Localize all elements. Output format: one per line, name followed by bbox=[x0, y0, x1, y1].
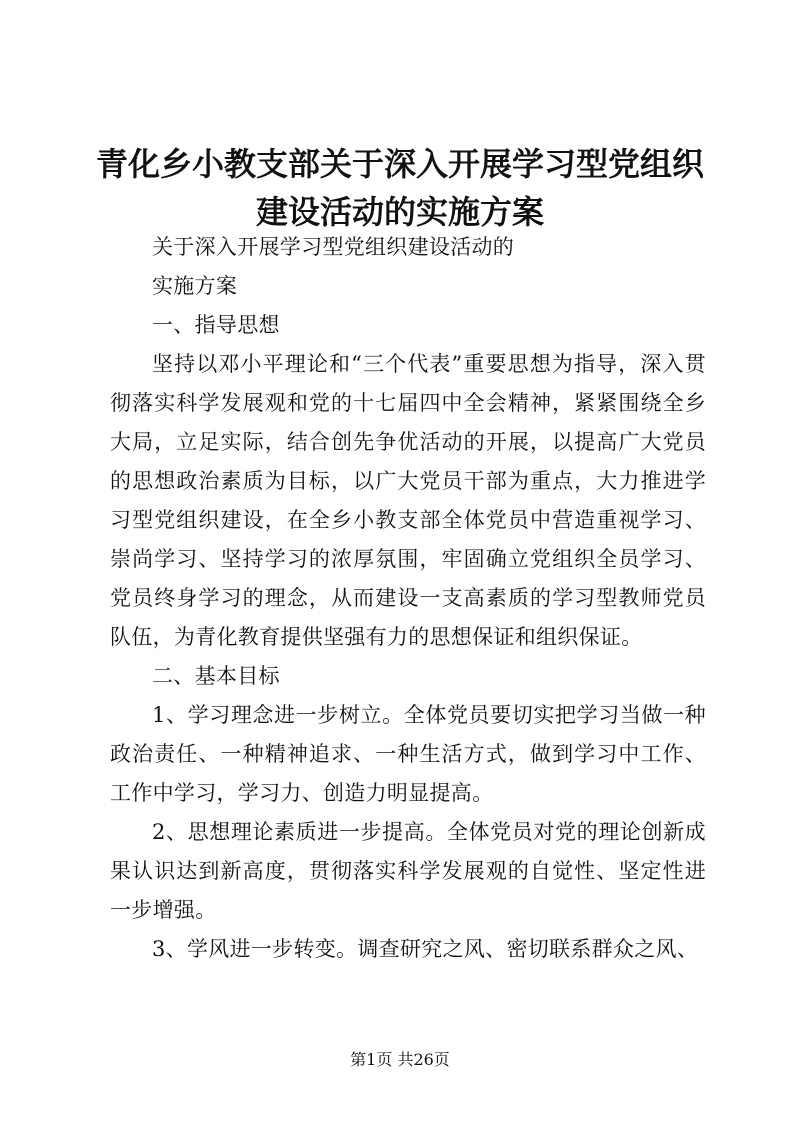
paragraph-goal-3: 3、学风进一步转变。调查研究之风、密切联系群众之风、 bbox=[152, 937, 699, 961]
paragraph-subtitle-line1: 关于深入开展学习型党组织建设活动的 bbox=[152, 235, 515, 259]
section-heading-basic-goals: 二、基本目标 bbox=[152, 664, 280, 688]
paragraph-goal-1: 1、学习理念进一步树立。全体党员要切实把学习当做一种政治责任、一种精神追求、一种生活方式，做到学习中工作、工作中学习，学习力、创造力明显提高。 bbox=[110, 703, 706, 805]
section-heading-guiding-thought: 一、指导思想 bbox=[152, 313, 280, 337]
paragraph-subtitle-line2: 实施方案 bbox=[152, 274, 238, 298]
document-title: 青化乡小教支部关于深入开展学习型党组织建设活动的实施方案 bbox=[96, 145, 705, 231]
document-body bbox=[110, 228, 706, 969]
paragraph-guiding-thought: 坚持以邓小平理论和“三个代表”重要思想为指导，深入贯彻落实科学发展观和党的十七届四中全会精神，紧紧围绕全乡大局，立足实际，结合创先争优活动的开展，以提高广大党员的思想政治素质为目标，以广大党员干部为重点，大力推进学习型党组织建设，在全乡小教支部全体党员中营造重视学习、崇尚学习、坚持学习的浓厚氛围，牢固确立党组织全员学习、党员终身学习的理念，从而建设一支高素质的学习型教师党员队伍，为青化教育提供坚强有力的思想保证和组织保证。 bbox=[110, 352, 706, 649]
page-number-indicator: 第1页 共26页 bbox=[350, 1050, 450, 1069]
paragraph-goal-2: 2、思想理论素质进一步提高。全体党员对党的理论创新成果认识达到新高度，贯彻落实科学发展观的自觉性、坚定性进一步增强。 bbox=[110, 820, 706, 922]
page-footer bbox=[0, 1050, 800, 1070]
